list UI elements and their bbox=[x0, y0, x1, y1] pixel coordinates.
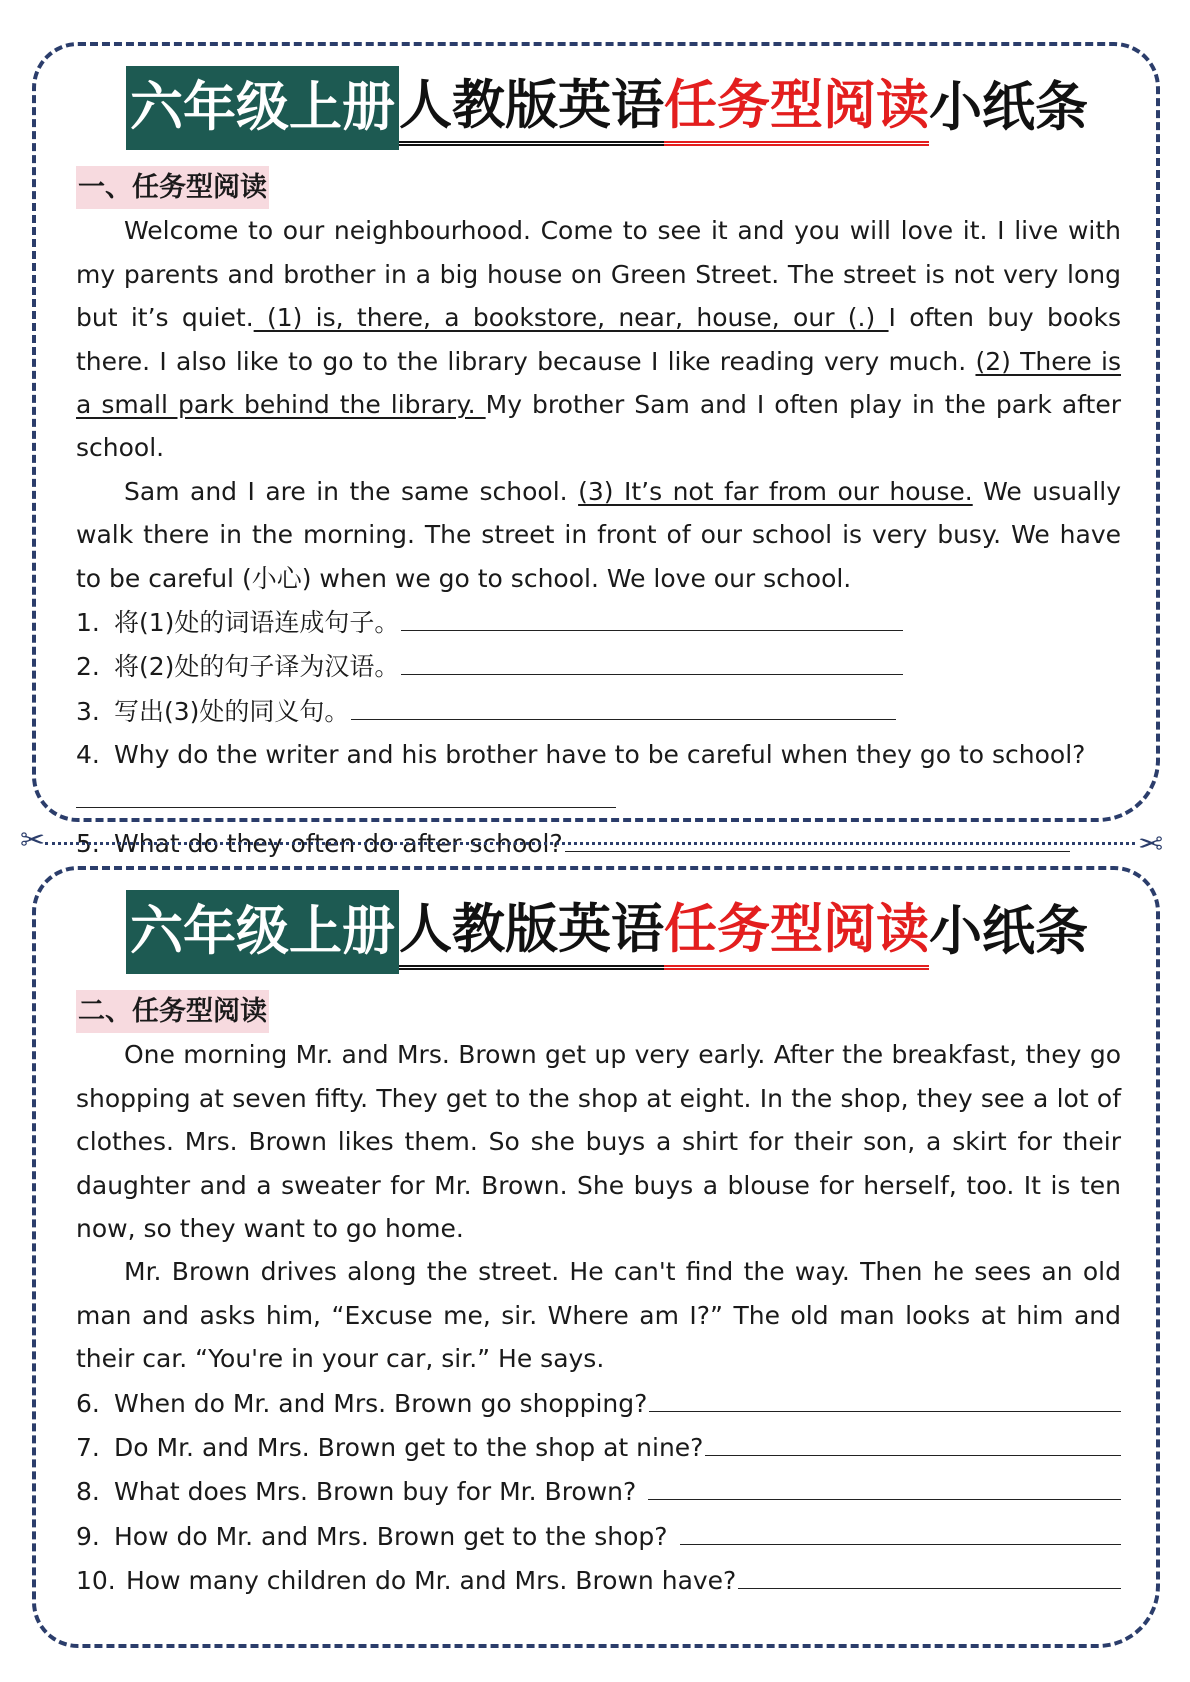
answer-blank[interactable] bbox=[401, 644, 903, 675]
section-heading: 一、任务型阅读 bbox=[76, 166, 1121, 209]
worksheet-title-1 bbox=[126, 66, 1088, 150]
worksheet-card-1 bbox=[32, 42, 1160, 858]
title-suffix: 小纸条 bbox=[929, 901, 1088, 962]
title-grade: 六年级上册 bbox=[126, 890, 399, 974]
title-grade: 六年级上册 bbox=[126, 66, 399, 150]
underlined-item-3: (3) It’s not far from our house. bbox=[578, 476, 973, 506]
question-item: 9. How do Mr. and Mrs. Brown get to the shop? bbox=[76, 1514, 1121, 1558]
title-topic: 任务型阅读 bbox=[664, 71, 929, 146]
question-item: 4. Why do the writer and his brother have to be careful when they go to school? bbox=[76, 740, 1086, 770]
underlined-item-2: (2) There is a small park behind the library. bbox=[76, 346, 1121, 420]
scissors-icon: ✂ bbox=[1138, 827, 1164, 862]
scissors-icon: ✂ bbox=[20, 823, 46, 858]
worksheet-title-2 bbox=[126, 890, 1088, 974]
passage-paragraph: Sam and I are in the same school. (3) It’s not far from our house. We usually walk there in the morning. The street in front of our school is very busy. We have to be careful (小心) when we go to school. We love our school. bbox=[76, 476, 1122, 593]
answer-blank[interactable] bbox=[648, 1469, 1121, 1500]
passage-paragraph: Welcome to our neighbourhood. Come to see it and you will love it. I live with my parents and brother in a big house on Green Street. The street is not very long but it’s quiet. (1) is, there, a bookstore, near, house, our (.) I often buy books there. I also like to go to the library because I like reading very much. (2) There is a small park behind the library. My brother Sam and I often play in the park after school. bbox=[76, 216, 1121, 463]
cut-line bbox=[45, 842, 1135, 845]
passage-paragraph: One morning Mr. and Mrs. Brown get up very early. After the breakfast, they go shopping at seven fifty. They get to the shop at eight. In the shop, they see a lot of clothes. Mrs. Brown likes them. So she buys a shirt for their son, a skirt for their daughter and a sweater for Mr. Brown. She buys a blouse for herself, too. It is ten now, so they want to go home. bbox=[76, 1040, 1121, 1244]
underlined-item-1: (1) is, there, a bookstore, near, house, our (.) bbox=[253, 303, 889, 333]
answer-blank[interactable] bbox=[680, 1514, 1121, 1545]
question-item: 6. When do Mr. and Mrs. Brown go shopping? bbox=[76, 1381, 1121, 1425]
answer-blank[interactable] bbox=[649, 1381, 1121, 1412]
question-item: 1. 将(1)处的词语连成句子。 bbox=[76, 600, 1121, 644]
answer-blank[interactable] bbox=[565, 821, 1070, 852]
section-heading: 二、任务型阅读 bbox=[76, 990, 1121, 1033]
title-suffix: 小纸条 bbox=[929, 77, 1088, 138]
answer-blank[interactable] bbox=[738, 1558, 1121, 1589]
question-item: 8. What does Mrs. Brown buy for Mr. Brown? bbox=[76, 1469, 1121, 1513]
answer-blank[interactable] bbox=[76, 777, 616, 808]
question-item: 5. What do they often do after school? bbox=[76, 821, 1121, 865]
title-edition: 人教版英语 bbox=[399, 895, 664, 970]
worksheet-card-2 bbox=[32, 866, 1160, 1648]
question-item: 3. 写出(3)处的同义句。 bbox=[76, 689, 1121, 733]
reading-section-2 bbox=[76, 990, 1121, 1603]
passage-paragraph: Mr. Brown drives along the street. He can't find the way. Then he sees an old man and asks him, “Excuse me, sir. Where am I?” The old man looks at him and their car. “You're in your car, sir.” He says. bbox=[76, 1257, 1121, 1374]
question-item: 2. 将(2)处的句子译为汉语。 bbox=[76, 644, 1121, 688]
question-item: 7. Do Mr. and Mrs. Brown get to the shop at nine? bbox=[76, 1425, 1121, 1469]
title-topic: 任务型阅读 bbox=[664, 895, 929, 970]
answer-blank[interactable] bbox=[351, 689, 896, 720]
reading-section-1 bbox=[76, 166, 1121, 865]
answer-blank[interactable] bbox=[401, 600, 903, 631]
answer-blank[interactable] bbox=[705, 1425, 1121, 1456]
question-item: 10. How many children do Mr. and Mrs. Brown have? bbox=[76, 1558, 1121, 1602]
title-edition: 人教版英语 bbox=[399, 71, 664, 146]
